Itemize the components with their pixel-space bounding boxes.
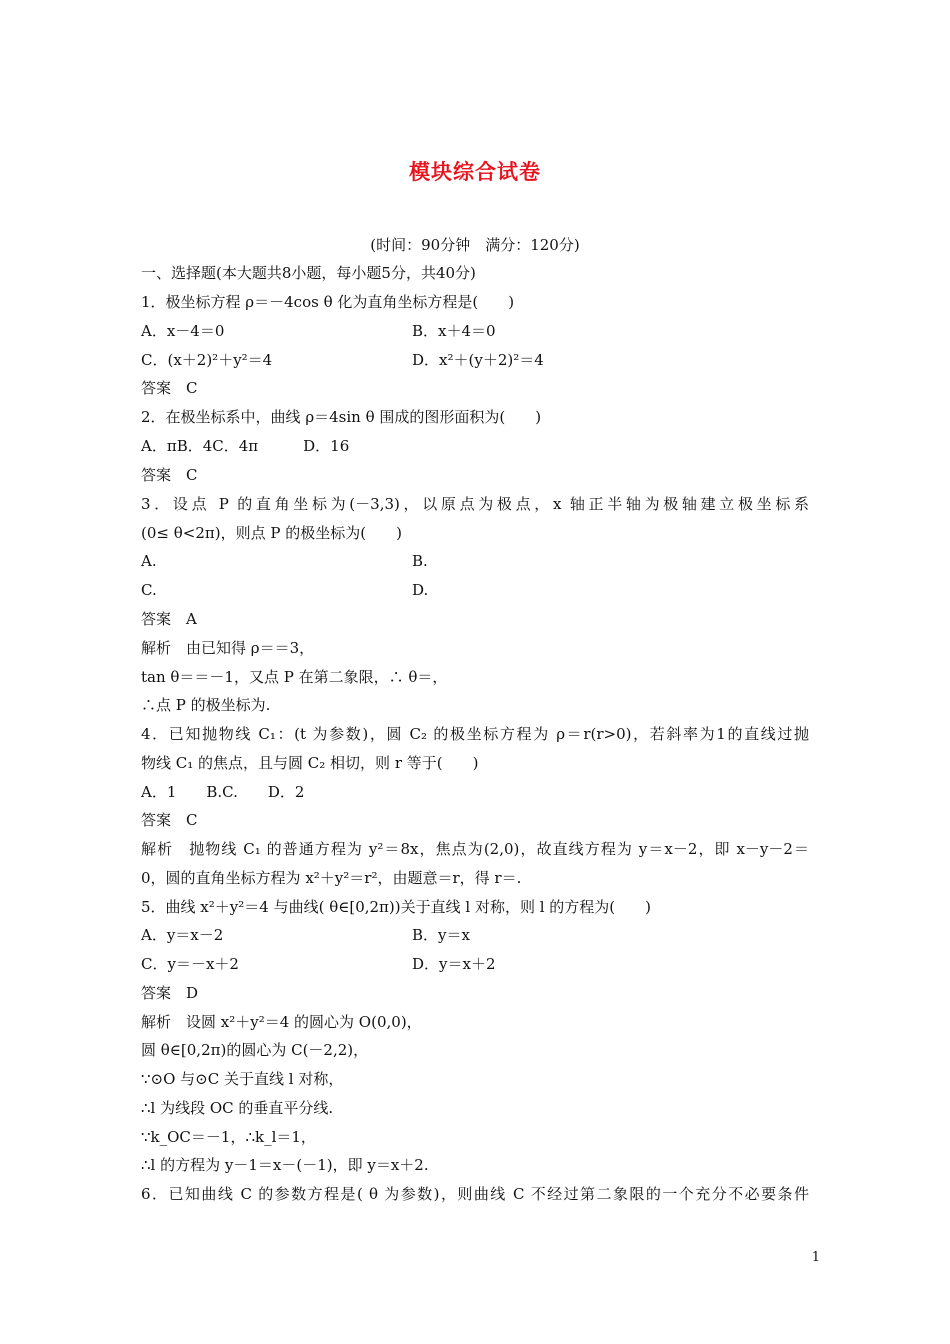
question-1-stem: 1．极坐标方程 ρ＝－4cos θ 化为直角坐标方程是( ) xyxy=(141,293,515,311)
question-5-solution-line-4: ∴l 为线段 OC 的垂直平分线. xyxy=(141,1099,334,1117)
question-3-stem-line-1: 3．设点 P 的直角坐标为(－3,3)，以原点为极点，x 轴正半轴为极轴建立极坐标系 xyxy=(141,495,809,513)
question-2-stem: 2．在极坐标系中，曲线 ρ＝4sin θ 围成的图形面积为( ) xyxy=(141,408,542,426)
question-1-option-a: A．x－4＝0 xyxy=(141,322,225,340)
question-4-stem-line-1: 4．已知抛物线 C₁：(t 为参数)，圆 C₂ 的极坐标方程为 ρ＝r(r>0)，若斜率为1的直线过抛 xyxy=(141,725,809,743)
question-3-solution-line-1: 解析 由已知得 ρ＝＝3， xyxy=(141,639,315,657)
question-5-solution-line-6: ∴l 的方程为 y－1＝x－(－1)，即 y＝x＋2. xyxy=(141,1156,429,1174)
question-2-answer: 答案 C xyxy=(141,466,198,484)
question-3-option-a: A. xyxy=(141,552,157,570)
question-4-stem-line-2: 物线 C₁ 的焦点，且与圆 C₂ 相切，则 r 等于( ) xyxy=(141,754,479,772)
question-4-options: A．1 B.C. D．2 xyxy=(141,783,305,801)
question-1-option-d: D．x²＋(y＋2)²＝4 xyxy=(412,351,544,369)
question-3-option-d: D. xyxy=(412,581,429,599)
question-2-options: A．πB．4C．4π D．16 xyxy=(141,437,350,455)
page-number: 1 xyxy=(811,1250,820,1265)
question-4-solution-line-2: 0，圆的直角坐标方程为 x²＋y²＝r²，由题意＝r，得 r＝. xyxy=(141,869,522,887)
page-title: 模块综合试卷 xyxy=(409,160,541,184)
question-1-option-b: B．x＋4＝0 xyxy=(412,322,496,340)
question-4-solution-line-1: 解析 抛物线 C₁ 的普通方程为 y²＝8x，焦点为(2,0)，故直线方程为 y＝x－2，即 x－y－2＝ xyxy=(141,840,809,858)
question-5-solution-line-2: 圆 θ∈[0,2π)的圆心为 C(－2,2)， xyxy=(141,1041,369,1059)
question-5-option-d: D．y＝x＋2 xyxy=(412,955,496,973)
question-5-solution-line-1: 解析 设圆 x²＋y²＝4 的圆心为 O(0,0)， xyxy=(141,1013,422,1031)
exam-info: (时间：90分钟 满分：120分) xyxy=(370,236,580,254)
question-5-answer: 答案 D xyxy=(141,984,199,1002)
question-1-option-c: C．(x＋2)²＋y²＝4 xyxy=(141,351,273,369)
question-3-solution-line-2: tan θ＝＝－1，又点 P 在第二象限，∴ θ＝， xyxy=(141,668,448,686)
question-5-solution-line-5: ∵k_OC＝－1，∴k_l＝1， xyxy=(141,1128,316,1146)
question-5-option-c: C．y＝－x＋2 xyxy=(141,955,239,973)
question-5-option-b: B．y＝x xyxy=(412,926,470,944)
question-6-stem: 6．已知曲线 C 的参数方程是( θ 为参数)，则曲线 C 不经过第二象限的一个充分不必要条件 xyxy=(141,1185,809,1203)
question-3-stem-line-2: (0≤ θ<2π)，则点 P 的极坐标为( ) xyxy=(141,524,402,542)
question-4-answer: 答案 C xyxy=(141,811,198,829)
question-3-answer: 答案 A xyxy=(141,610,197,628)
question-5-solution-line-3: ∵⊙O 与⊙C 关于直线 l 对称， xyxy=(141,1070,344,1088)
section-heading: 一、选择题(本大题共8小题，每小题5分，共40分) xyxy=(141,264,476,282)
question-3-option-c: C. xyxy=(141,581,157,599)
question-5-stem: 5．曲线 x²＋y²＝4 与曲线( θ∈[0,2π))关于直线 l 对称，则 l 的方程为( ) xyxy=(141,898,651,916)
question-3-solution-line-3: ∴点 P 的极坐标为. xyxy=(141,696,271,714)
question-5-option-a: A．y＝x－2 xyxy=(141,926,224,944)
question-3-option-b: B. xyxy=(412,552,428,570)
question-1-answer: 答案 C xyxy=(141,379,198,397)
